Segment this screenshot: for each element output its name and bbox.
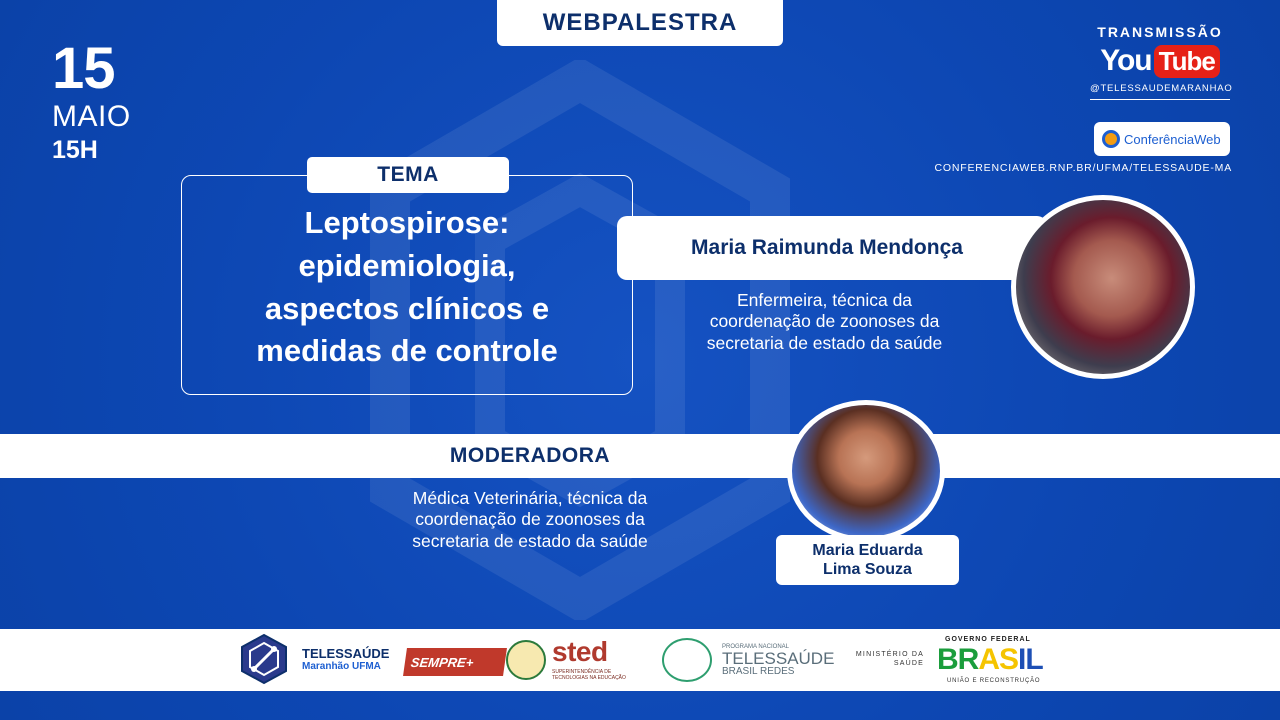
ministerio-line: MINISTÉRIO DA — [855, 651, 924, 658]
moderator-photo — [787, 400, 945, 542]
webpalestra-tab: WEBPALESTRA — [497, 0, 783, 46]
redes-top: PROGRAMA NACIONAL — [722, 644, 790, 650]
speaker-name: Maria Raimunda Mendonça — [691, 236, 963, 259]
youtube-handle[interactable]: @TELESSAUDEMARANHAO — [1090, 83, 1230, 100]
sted-logo: sted — [552, 636, 608, 667]
telessaude-logo-icon — [238, 633, 290, 685]
brasil-letter: AS — [978, 643, 1019, 676]
theme-tab: TEMA — [307, 157, 509, 193]
moderator-name — [776, 535, 959, 585]
theme-title-line: medidas de controle — [256, 333, 558, 369]
moderator-role-line: secretaria de estado da saúde — [412, 530, 648, 551]
ministerio-saude-logo — [850, 650, 924, 668]
ministerio-line: SAÚDE — [893, 660, 924, 668]
moderator-name-line: Maria Eduarda — [812, 541, 923, 559]
gov-brasil-logo — [937, 645, 1043, 675]
youtube-tube: Tube — [1154, 45, 1220, 78]
broadcast-label: TRANSMISSÃO — [1097, 24, 1223, 40]
footer-logos — [0, 629, 1280, 691]
moderator-name-line: Lima Souza — [823, 561, 912, 578]
moderator-role-line: Médica Veterinária, técnica da — [412, 488, 648, 508]
theme-title-line: Leptospirose: — [304, 205, 510, 240]
conferenciaweb-icon — [1102, 130, 1120, 148]
speaker-photo — [1011, 195, 1195, 379]
speaker-role-line: secretaria de estado da saúde — [706, 332, 943, 353]
moderator-role-line: coordenação de zoonoses da — [415, 509, 645, 530]
telessaude-sub: Maranhão UFMA — [302, 661, 381, 673]
gov-slogan: UNIÃO E RECONSTRUÇÃO — [947, 678, 1041, 684]
event-month: MAIO — [52, 100, 131, 133]
moderator-label: MODERADORA — [449, 444, 611, 467]
speaker-role-line: coordenação de zoonoses da — [709, 311, 940, 332]
conferenciaweb-url[interactable]: CONFERENCIAWEB.RNP.BR/UFMA/TELESSAUDE-MA — [934, 162, 1232, 174]
event-day: 15 — [52, 36, 115, 101]
event-date — [52, 36, 131, 164]
telessaude-logo-text — [302, 647, 389, 672]
brasil-letter: BR — [937, 643, 979, 676]
telessaude-redes-logo — [722, 644, 834, 677]
youtube-you: You — [1100, 44, 1152, 77]
conferenciaweb-label: ConferênciaWeb — [1124, 131, 1221, 147]
redes-main: TELESSAÚDE — [722, 649, 835, 668]
moderator-role — [355, 488, 705, 552]
theme-title — [191, 202, 623, 373]
moderator-band — [0, 434, 1280, 478]
telessaude-title: TELESSAÚDE — [302, 646, 390, 661]
theme-title-line: epidemiologia, — [298, 247, 516, 283]
broadcast-info — [1090, 24, 1233, 100]
event-time: 15H — [52, 136, 98, 164]
ufma-seal-icon — [506, 640, 546, 680]
redes-bottom: BRASIL REDES — [722, 666, 795, 677]
sempre-logo: SEMPRE+ — [403, 648, 507, 676]
gov-federal-label: GOVERNO FEDERAL — [945, 636, 1031, 643]
speaker-role — [652, 290, 997, 354]
brasil-letter: IL — [1018, 643, 1043, 676]
speaker-role-line: Enfermeira, técnica da — [736, 290, 913, 310]
youtube-logo[interactable] — [1090, 44, 1230, 78]
brasil-map-icon — [662, 638, 712, 682]
theme-title-line: aspectos clínicos e — [264, 290, 550, 326]
sted-sub: SUPERINTENDÊNCIA DE TECNOLOGIAS NA EDUCAÇÃO — [552, 669, 626, 681]
conferenciaweb-badge[interactable] — [1094, 122, 1230, 156]
